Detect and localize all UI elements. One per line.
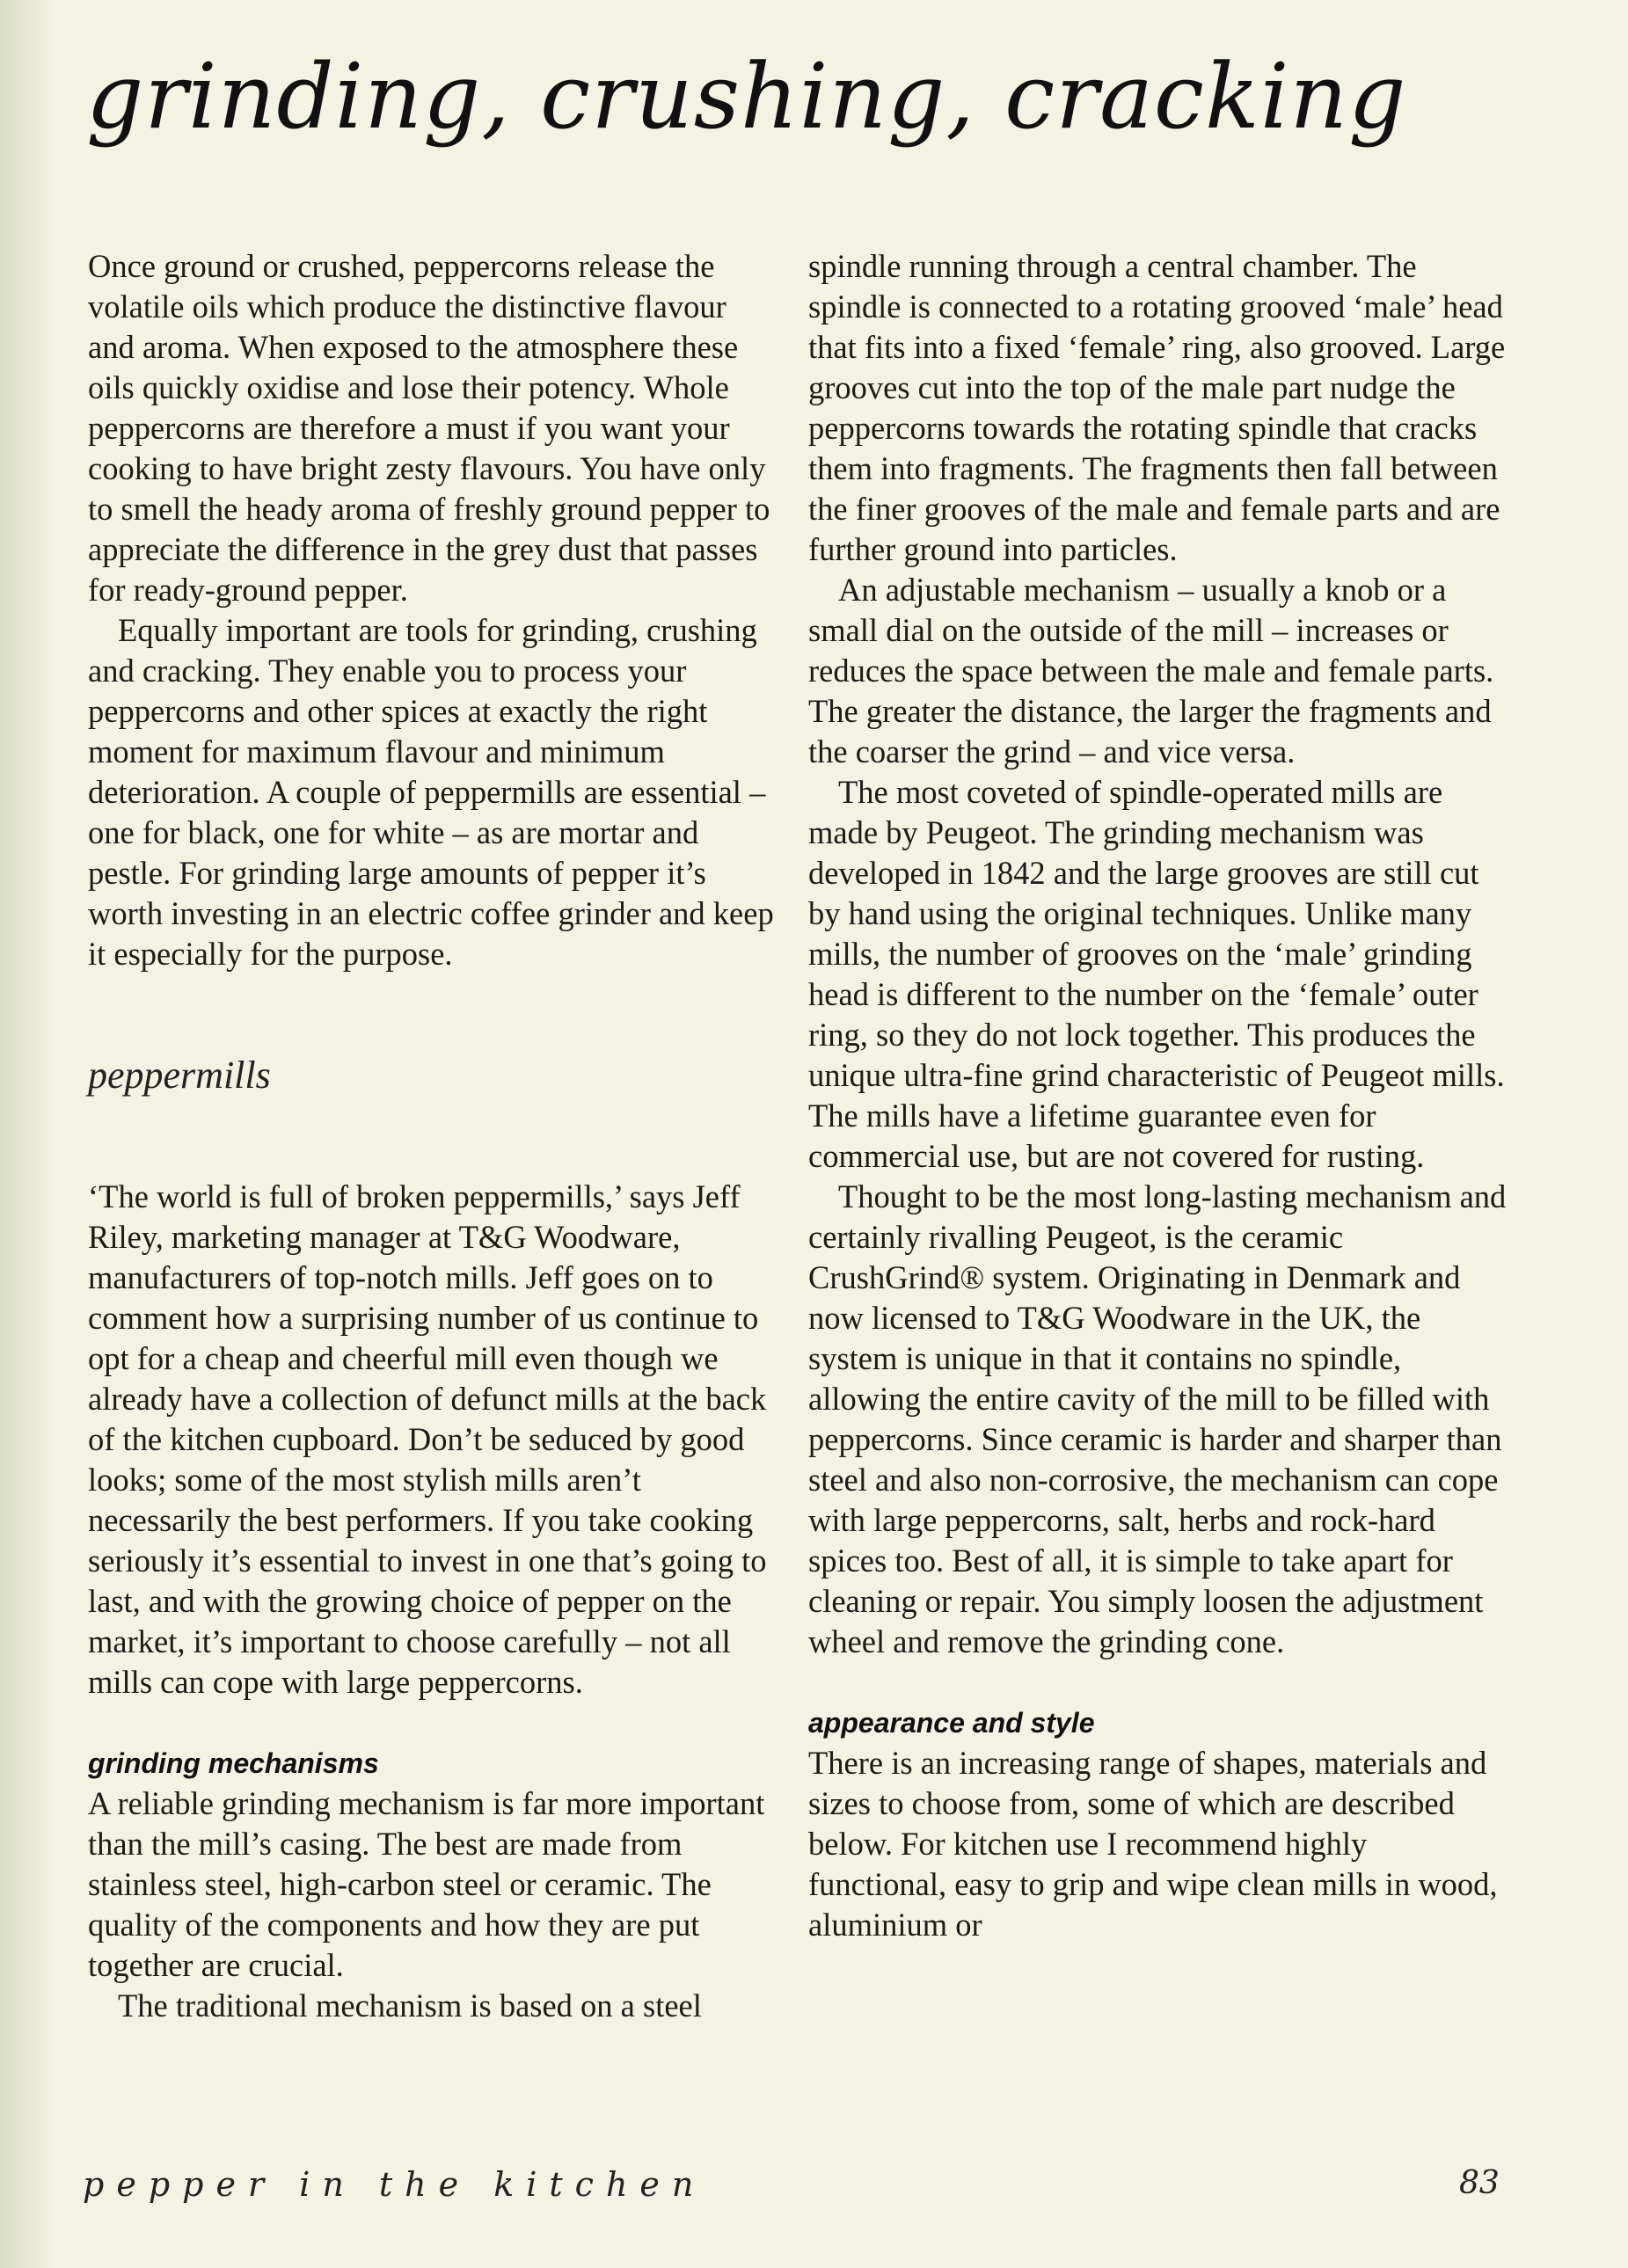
subheading-grinding-mechanisms: grinding mechanisms <box>88 1747 379 1779</box>
peugeot-paragraph: The most coveted of spindle-operated mills are made by Peugeot. The grinding mechanism was developed in 1842 and the large grooves are still cut by hand using the original techniques. Unlike many mills, the number of grooves on the ‘male’ grinding head is different to the number on the ‘female’ outer ring, so they do not lock together. This produces the unique ultra-fine grind characteristic of Peugeot mills. The mills have a lifetime guarantee even for commercial use, but are not covered for rusting. <box>808 774 1505 1174</box>
continued-paragraph: spindle running through a central chamber. The spindle is connected to a rotating grooved ‘male’ head that fits into a fixed ‘female’ ring, also grooved. Large grooves cut into the top of the male part nudge the peppercorns towards the rotating spindle that cracks them into fragments. The fragments then fall between the finer grooves of the male and female parts and are further ground into particles. <box>808 248 1506 567</box>
subheading-appearance-and-style: appearance and style <box>808 1707 1095 1739</box>
intro-paragraph-1: Once ground or crushed, peppercorns release the volatile oils which produce the distinctive flavour and aroma. When exposed to the atmosphere these oils quickly oxidise and lose their potency. Whole peppercorns are therefore a must if you want your cooking to have bright zesty flavours. You have only to smell the heady aroma of freshly ground pepper to appreciate the difference in the grey dust that passes for ready-ground pepper. <box>88 248 770 608</box>
right-column <box>808 246 1512 1945</box>
appearance-paragraph: There is an increasing range of shapes, materials and sizes to choose from, some of which are described below. For kitchen use I recommend highly functional, easy to grip and wipe clean mills in wood, aluminium or <box>808 1745 1498 1943</box>
running-footer: pepper in the kitchen <box>83 2165 706 2204</box>
left-column <box>88 246 774 2026</box>
page-title: grinding, crushing, cracking <box>86 45 1407 149</box>
page-edge-shadow <box>0 0 53 2268</box>
mechanisms-paragraph-1: A reliable grinding mechanism is far more important than the mill’s casing. The best are made from stainless steel, high-carbon steel or ceramic. The quality of the components and how they are put together are crucial. <box>88 1785 765 1983</box>
page-number: 83 <box>1459 2165 1500 2201</box>
intro-paragraph-2: Equally important are tools for grinding, crushing and cracking. They enable you to process your peppercorns and other spices at exactly the right moment for maximum flavour and minimum deterioration. A couple of peppermills are essential – one for black, one for white – as are mortar and pestle. For grinding large amounts of pepper it’s worth investing in an electric coffee grinder and keep it especially for the purpose. <box>88 612 774 972</box>
adjustable-paragraph: An adjustable mechanism – usually a knob or a small dial on the outside of the mill – increases or reduces the space between the male and female parts. The greater the distance, the larger the fragments and the coarser the grind – and vice versa. <box>808 572 1494 769</box>
peppermills-paragraph: ‘The world is full of broken peppermills,’ says Jeff Riley, marketing manager at T&G Woodware, manufacturers of top-notch mills. Jeff goes on to comment how a surprising number of us continue to opt for a cheap and cheerful mill even though we already have a collection of defunct mills at the back of the kitchen cupboard. Don’t be seduced by good looks; some of the most stylish mills aren’t necessarily the best performers. If you take cooking seriously it’s essential to invest in one that’s going to last, and with the growing choice of pepper on the market, it’s important to choose carefully – not all mills can cope with large peppercorns. <box>88 1178 767 1700</box>
section-heading-peppermills: peppermills <box>88 1054 271 1097</box>
crushgrind-paragraph: Thought to be the most long-lasting mechanism and certainly rivalling Peugeot, is the ceramic CrushGrind® system. Originating in Denmark and now licensed to T&G Woodware in the UK, the system is unique in that it contains no spindle, allowing the entire cavity of the mill to be filled with peppercorns. Since ceramic is harder and sharper than steel and also non-corrosive, the mechanism can cope with large peppercorns, salt, herbs and rock-hard spices too. Best of all, it is simple to take apart for cleaning or repair. You simply loosen the adjustment wheel and remove the grinding cone. <box>808 1178 1507 1659</box>
mechanisms-paragraph-2: The traditional mechanism is based on a steel <box>118 1987 702 2024</box>
